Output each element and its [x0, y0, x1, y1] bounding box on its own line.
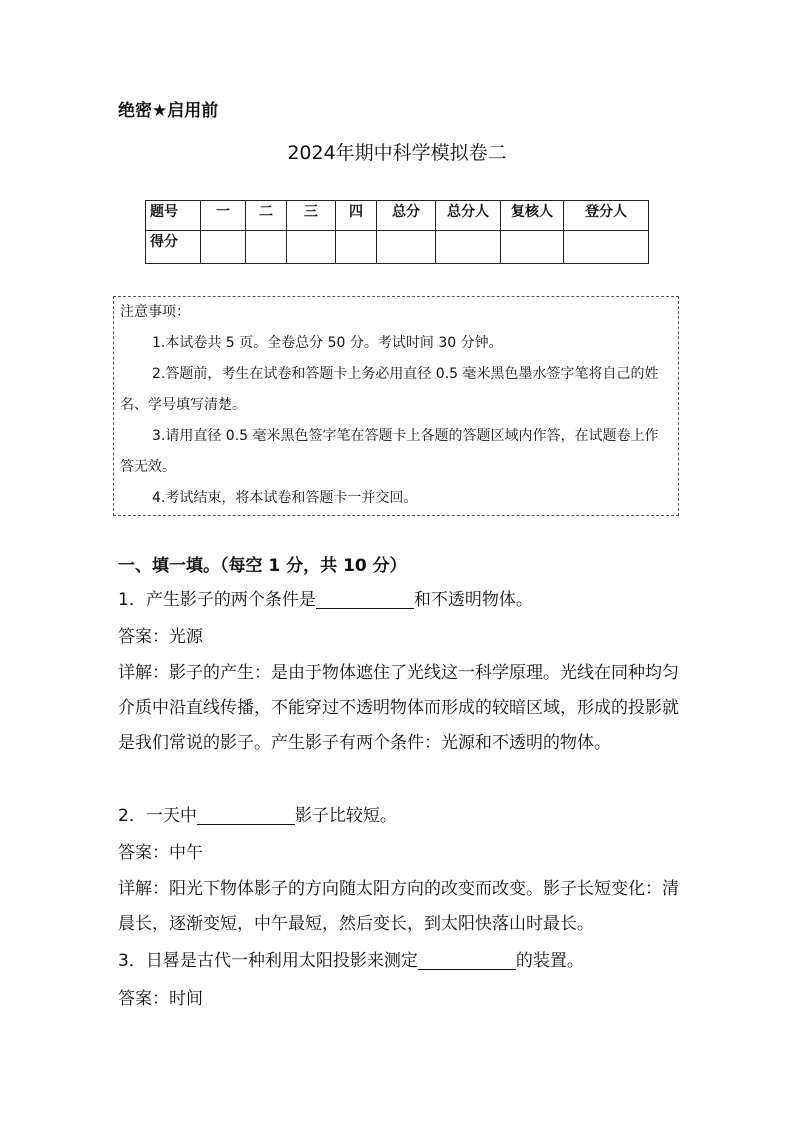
question-3 [118, 944, 683, 979]
score-cell [377, 231, 436, 264]
notice-box [113, 296, 679, 516]
question-text: 和不透明物体。 [413, 590, 533, 610]
header-cell: 三 [287, 201, 336, 231]
explanation-1: 详解：影子的产生：是由于物体遮住了光线这一科学原理。光线在同种均匀介质中沿直线传播，不能穿过不透明物体而形成的较暗区域，形成的投影就是我们常说的影子。产生影子有两个条件：光源和不透明的物体。 [118, 663, 679, 753]
header-cell: 一 [201, 201, 246, 231]
question-text: 2．一天中 [118, 806, 197, 826]
question-text: 影子比较短。 [294, 806, 397, 826]
row-label: 得分 [146, 231, 201, 264]
score-cell [287, 231, 336, 264]
question-text: 3．日晷是古代一种利用太阳投影来测定 [118, 951, 418, 971]
notice-item: 2.答题前，考生在试卷和答题卡上务必用直径 0.5 毫米黑色墨水签字笔将自己的姓名、学号填写清楚。 [120, 366, 659, 413]
score-table [145, 200, 649, 264]
section-title: 一、填一填。（每空 1 分，共 10 分） [118, 556, 407, 576]
answer-2: 答案：中午 [118, 843, 203, 863]
notice-item: 1.本试卷共 5 页。全卷总分 50 分。考试时间 30 分钟。 [152, 335, 503, 351]
confidential-label: 绝密★启用前 [118, 101, 219, 121]
header-cell: 二 [246, 201, 287, 231]
header-cell: 题号 [146, 201, 201, 231]
question-text: 1．产生影子的两个条件是 [118, 590, 316, 610]
answer-3: 答案：时间 [118, 989, 203, 1009]
score-cell [501, 231, 564, 264]
header-cell: 总分人 [436, 201, 501, 231]
explanation-2: 详解：阳光下物体影子的方向随太阳方向的改变而改变。影子长短变化：清晨长，逐渐变短，中午最短，然后变长，到太阳快落山时最长。 [118, 879, 679, 934]
notice-heading: 注意事项： [120, 304, 190, 320]
score-cell [336, 231, 377, 264]
notice-item: 4.考试结束，将本试卷和答题卡一并交回。 [152, 490, 418, 506]
score-cell [564, 231, 649, 264]
notice-item: 3.请用直径 0.5 毫米黑色签字笔在答题卡上各题的答题区域内作答，在试题卷上作答无效。 [120, 428, 659, 475]
score-cell [436, 231, 501, 264]
header-cell: 登分人 [564, 201, 649, 231]
score-table-score-row [146, 231, 649, 264]
exam-title: 2024年期中科学模拟卷二 [287, 142, 507, 164]
question-1 [118, 583, 683, 618]
score-cell [201, 231, 246, 264]
answer-1: 答案：光源 [118, 627, 203, 647]
header-cell: 四 [336, 201, 377, 231]
score-table-header-row [146, 201, 649, 231]
header-cell: 复核人 [501, 201, 564, 231]
answer-blank [316, 590, 414, 609]
question-2 [118, 799, 683, 834]
question-text: 的装置。 [515, 951, 584, 971]
score-cell [246, 231, 287, 264]
header-cell: 总分 [377, 201, 436, 231]
answer-blank [418, 951, 516, 970]
answer-blank [197, 806, 295, 825]
